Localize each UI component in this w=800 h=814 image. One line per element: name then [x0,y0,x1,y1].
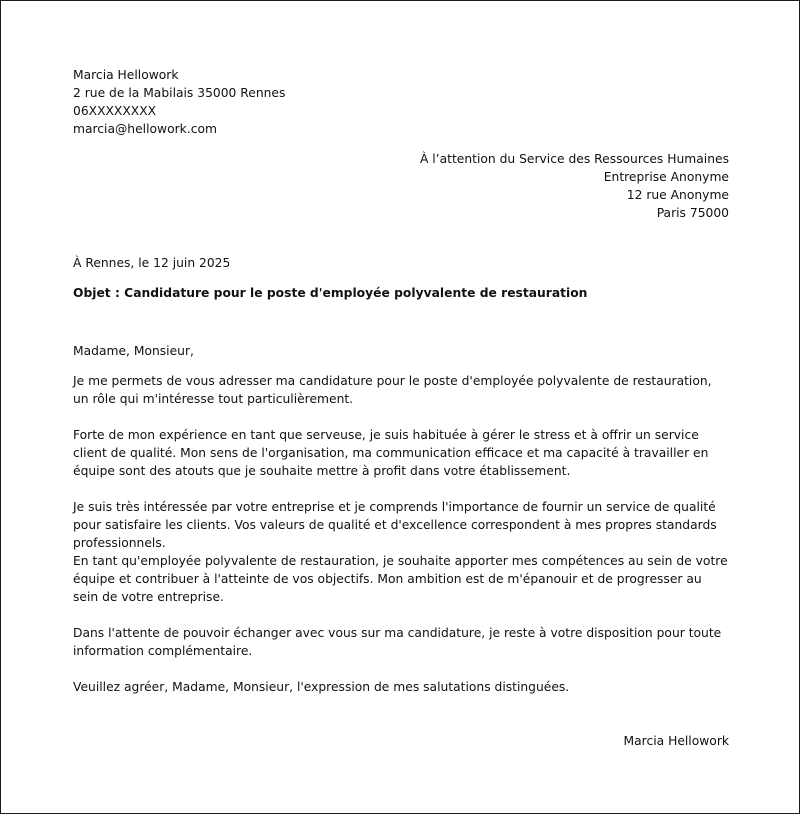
body-paragraph-4 [73,552,729,606]
subject-line: Objet : Candidature pour le poste d'employée polyvalente de restauration [73,286,588,300]
recipient-attention: À l’attention du Service des Ressources Humaines [419,152,729,166]
body-paragraph-3 [73,498,729,552]
recipient-block [73,150,729,222]
paragraph-text: Veuillez agréer, Madame, Monsieur, l'expression de mes salutations distinguées. [73,680,570,694]
recipient-street: 12 rue Anonyme [626,188,729,202]
salutation: Madame, Monsieur, [73,344,194,358]
sender-phone: 06XXXXXXXX [73,104,157,118]
body-paragraph-5 [73,624,729,660]
paragraph-text: Dans l'attente de pouvoir échanger avec vous sur ma candidature, je reste à votre disposition pour toute information complémentaire. [73,626,722,658]
paragraph-text: En tant qu'employée polyvalente de restauration, je souhaite apporter mes compétences au sein de votre équipe et contribuer à l'atteinte de vos objectifs. Mon ambition est de m'épanouir et de progresser au sein de votre entreprise. [73,554,728,604]
closing-formula [73,678,729,696]
recipient-city: Paris 75000 [656,206,729,220]
sender-name: Marcia Hellowork [73,68,179,82]
paragraph-text: Je me permets de vous adresser ma candidature pour le poste d'employée polyvalente de restauration, un rôle qui m'intéresse tout particulièrement. [73,374,712,406]
recipient-company: Entreprise Anonyme [603,170,729,184]
paragraph-text: Forte de mon expérience en tant que serveuse, je suis habituée à gérer le stress et à offrir un service client de qualité. Mon sens de l'organisation, ma communication efficace et ma capacité à travailler en équipe sont des atouts que je souhaite mettre à profit dans votre établissement. [73,428,709,478]
body-paragraph-2 [73,426,729,480]
sender-address: 2 rue de la Mabilais 35000 Rennes [73,86,286,100]
sender-email: marcia@hellowork.com [73,122,217,136]
signature: Marcia Hellowork [623,734,729,748]
paragraph-text: Je suis très intéressée par votre entreprise et je comprends l'importance de fournir un service de qualité pour satisfaire les clients. Vos valeurs de qualité et d'excellence correspondent à mes propres standards professionnels. [73,500,717,550]
body-paragraph-1 [73,372,729,408]
place-date: À Rennes, le 12 juin 2025 [73,256,231,270]
sender-block [73,66,729,138]
